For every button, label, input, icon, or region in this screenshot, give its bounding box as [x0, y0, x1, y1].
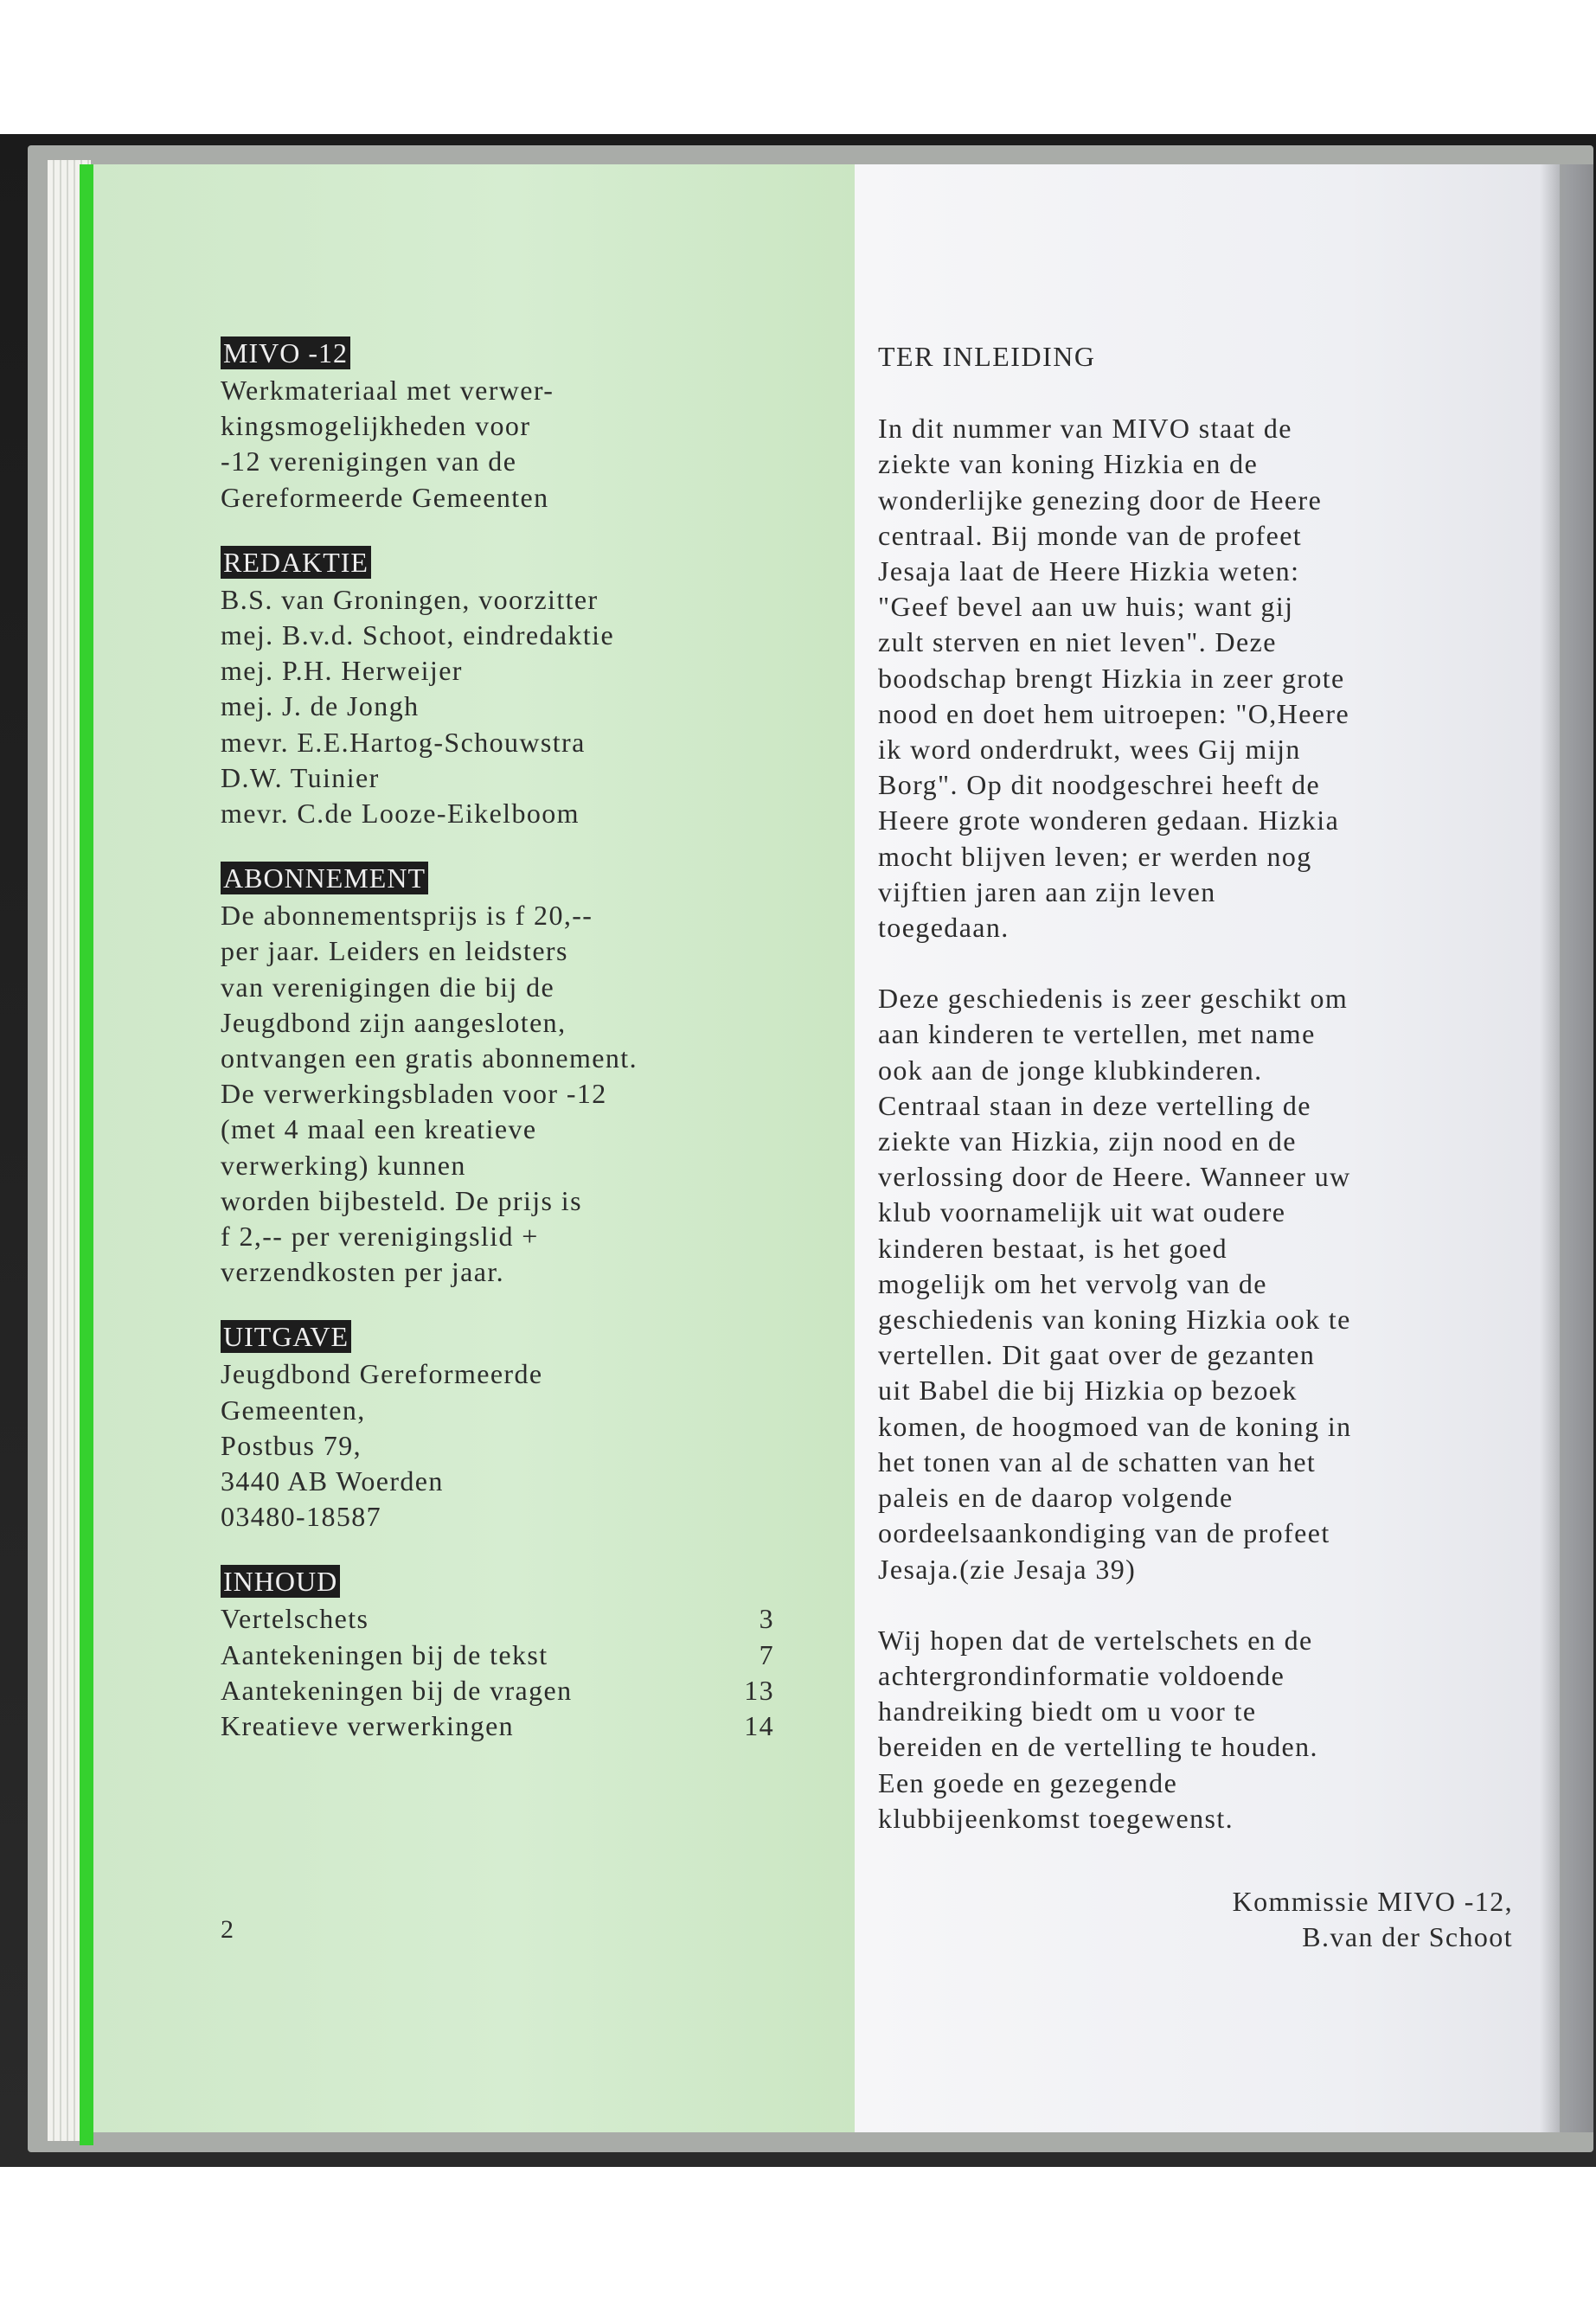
section-abonnement: [221, 861, 826, 1290]
text-line: uit Babel die bij Hizkia op bezoek: [878, 1375, 1298, 1407]
uitgave-line: Jeugdbond Gereformeerde: [221, 1358, 543, 1390]
toc-row: [221, 1673, 774, 1708]
redaktie-line: mej. P.H. Herweijer: [221, 655, 463, 687]
section-uitgave: [221, 1319, 826, 1535]
text-line: Deze geschiedenis is zeer geschikt om: [878, 983, 1349, 1015]
text-line: vertellen. Dit gaat over de gezanten: [878, 1339, 1316, 1371]
mivo-line: -12 verenigingen van de: [221, 445, 517, 478]
abonnement-line: Jeugdbond zijn aangesloten,: [221, 1006, 567, 1038]
text-line: handreiking biedt om u voor te: [878, 1695, 1257, 1727]
text-line: ziekte van koning Hizkia en de: [878, 448, 1259, 480]
section-mivo: [221, 336, 826, 516]
text-line: het tonen van al de schatten van het: [878, 1445, 1317, 1477]
redaktie-line: mevr. E.E.Hartog-Schouwstra: [221, 726, 586, 758]
text-line: toegedaan.: [878, 912, 1010, 944]
abonnement-line: f 2,-- per verenigingslid +: [221, 1221, 539, 1253]
text-line: "Geef bevel aan uw huis; want gij: [878, 591, 1294, 623]
section-redaktie: [221, 545, 826, 831]
text-line: Jesaja laat de Heere Hizkia weten:: [878, 555, 1300, 587]
toc-page: 3: [759, 1603, 774, 1635]
text-line: mocht blijven leven; er werden nog: [878, 840, 1312, 872]
text-line: bereiden en de vertelling te houden.: [878, 1731, 1318, 1763]
toc-title: Aantekeningen bij de tekst: [221, 1638, 548, 1670]
text-line: oordeelsaankondiging van de profeet: [878, 1517, 1330, 1549]
text-line: nood en doet hem uitroepen: "O,Heere: [878, 697, 1350, 729]
abonnement-line: van verenigingen die bij de: [221, 971, 555, 1003]
toc-row: [221, 1601, 774, 1637]
heading-redaktie: REDAKTIE: [221, 546, 371, 579]
text-line: centraal. Bij monde van de profeet: [878, 519, 1303, 551]
abonnement-line: De abonnementsprijs is f 20,--: [221, 900, 593, 932]
introduction-paragraph: [878, 1623, 1484, 1836]
text-line: Jesaja.(zie Jesaja 39): [878, 1553, 1137, 1585]
text-line: klub voornamelijk uit wat oudere: [878, 1196, 1286, 1228]
toc-title: Aantekeningen bij de vragen: [221, 1674, 573, 1706]
text-line: geschiedenis van koning Hizkia ook te: [878, 1304, 1351, 1336]
colophon-column: [221, 336, 826, 1773]
introduction-title: TER INLEIDING: [878, 341, 1096, 372]
text-line: ziekte van Hizkia, zijn nood en de: [878, 1125, 1297, 1157]
redaktie-line: mevr. C.de Looze-Eikelboom: [221, 798, 580, 830]
signature-committee: Kommissie MIVO -12,: [1232, 1886, 1513, 1917]
redaktie-line: D.W. Tuinier: [221, 761, 380, 793]
text-line: ook aan de jonge klubkinderen.: [878, 1054, 1263, 1086]
toc-row: [221, 1708, 774, 1744]
redaktie-line: mej. J. de Jongh: [221, 690, 420, 722]
mivo-line: Gereformeerde Gemeenten: [221, 481, 549, 513]
abonnement-line: De verwerkingsbladen voor -12: [221, 1078, 607, 1110]
abonnement-line: per jaar. Leiders en leidsters: [221, 935, 568, 967]
green-binding-stripe: [80, 164, 93, 2145]
uitgave-line: 3440 AB Woerden: [221, 1465, 444, 1497]
text-line: mogelijk om het vervolg van de: [878, 1267, 1267, 1299]
text-line: kinderen bestaat, is het goed: [878, 1232, 1228, 1264]
text-line: klubbijeenkomst toegewenst.: [878, 1802, 1234, 1834]
heading-mivo: MIVO -12: [221, 336, 350, 369]
text-line: Wij hopen dat de vertelschets en de: [878, 1624, 1313, 1656]
heading-uitgave: UITGAVE: [221, 1320, 351, 1353]
uitgave-line: Postbus 79,: [221, 1429, 362, 1461]
abonnement-line: worden bijbesteld. De prijs is: [221, 1184, 582, 1216]
introduction-column: [878, 339, 1484, 1872]
section-inhoud: [221, 1564, 826, 1744]
signature-name: B.van der Schoot: [1302, 1921, 1513, 1952]
toc-row: [221, 1638, 774, 1673]
uitgave-line: 03480-18587: [221, 1501, 382, 1533]
abonnement-line: verwerking) kunnen: [221, 1149, 466, 1181]
text-line: achtergrondinformatie voldoende: [878, 1659, 1285, 1691]
text-line: boodschap brengt Hizkia in zeer grote: [878, 662, 1345, 694]
text-line: Heere grote wonderen gedaan. Hizkia: [878, 804, 1340, 836]
introduction-paragraph: [878, 411, 1484, 945]
mivo-line: Werkmateriaal met verwer-: [221, 375, 554, 406]
abonnement-line: (met 4 maal een kreatieve: [221, 1113, 537, 1145]
page-curl-shadow: [1540, 164, 1593, 2132]
text-line: komen, de hoogmoed van de koning in: [878, 1410, 1352, 1442]
text-line: Een goede en gezegende: [878, 1766, 1178, 1798]
heading-inhoud: INHOUD: [221, 1565, 340, 1598]
uitgave-line: Gemeenten,: [221, 1394, 366, 1426]
toc-page: 7: [759, 1638, 774, 1670]
toc-title: Vertelschets: [221, 1603, 369, 1635]
redaktie-line: B.S. van Groningen, voorzitter: [221, 583, 599, 615]
redaktie-line: mej. B.v.d. Schoot, eindredaktie: [221, 619, 615, 651]
text-line: zult sterven en niet leven". Deze: [878, 626, 1277, 658]
text-line: aan kinderen te vertellen, met name: [878, 1018, 1316, 1050]
introduction-paragraph: [878, 981, 1484, 1586]
mivo-line: kingsmogelijkheden voor: [221, 410, 531, 442]
abonnement-line: ontvangen een gratis abonnement.: [221, 1042, 638, 1074]
text-line: In dit nummer van MIVO staat de: [878, 413, 1292, 445]
text-line: ik word onderdrukt, wees Gij mijn: [878, 734, 1301, 766]
heading-abonnement: ABONNEMENT: [221, 862, 428, 894]
abonnement-line: verzendkosten per jaar.: [221, 1256, 505, 1288]
text-line: paleis en de daarop volgende: [878, 1482, 1234, 1514]
page-number: 2: [221, 1915, 234, 1944]
signature: [1233, 1884, 1513, 1955]
text-line: vijftien jaren aan zijn leven: [878, 875, 1216, 907]
text-line: wonderlijke genezing door de Heere: [878, 484, 1323, 516]
text-line: Borg". Op dit noodgeschrei heeft de: [878, 769, 1321, 801]
toc-title: Kreatieve verwerkingen: [221, 1710, 515, 1742]
text-line: verlossing door de Heere. Wanneer uw: [878, 1161, 1351, 1193]
toc-page: 13: [744, 1674, 774, 1706]
text-line: Centraal staan in deze vertelling de: [878, 1089, 1311, 1121]
toc-page: 14: [744, 1710, 774, 1742]
